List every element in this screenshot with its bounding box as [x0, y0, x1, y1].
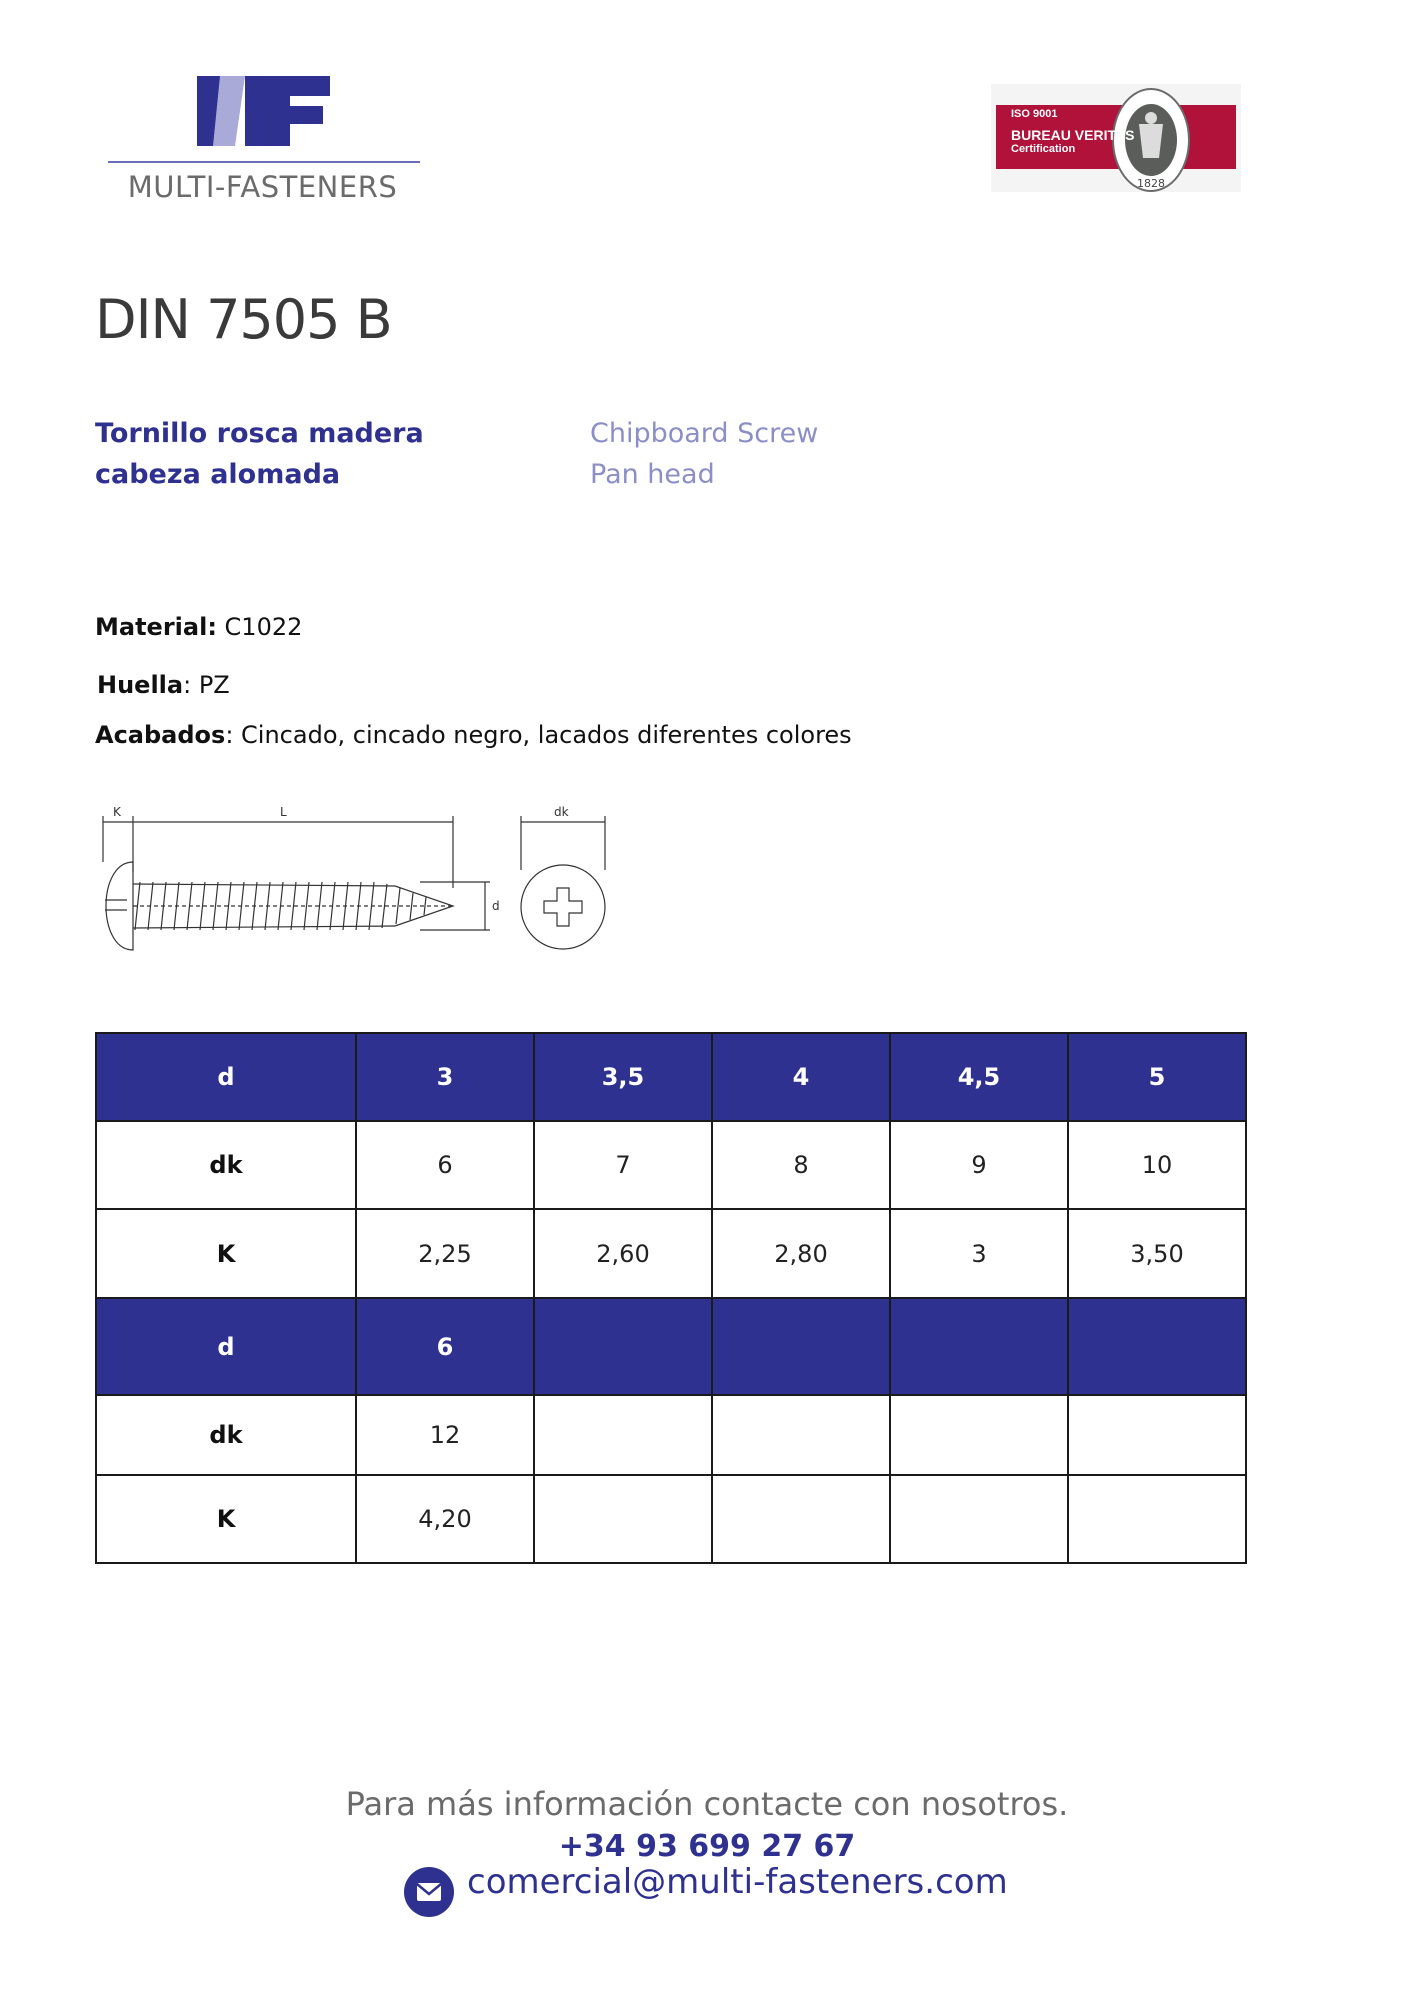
table-cell: d [96, 1033, 356, 1121]
subtitle-es-line-2: cabeza alomada [95, 459, 341, 490]
table-cell: 3 [356, 1033, 534, 1121]
contact-line: Para más información contacte con nosotros. [345, 1785, 1069, 1823]
table-cell: 7 [534, 1121, 712, 1209]
table-cell: 6 [356, 1121, 534, 1209]
table-cell: K [96, 1475, 356, 1563]
table-cell: 4 [712, 1033, 890, 1121]
table-cell [1068, 1298, 1246, 1395]
property-label: Acabados [95, 721, 226, 749]
property-value: : PZ [183, 671, 230, 699]
dimensions-table [95, 1032, 1247, 1564]
table-cell [890, 1475, 1068, 1563]
table-cell [712, 1475, 890, 1563]
table-cell: 3,50 [1068, 1209, 1246, 1298]
table-cell: dk [96, 1121, 356, 1209]
table-cell: 9 [890, 1121, 1068, 1209]
table-header-row [96, 1298, 1246, 1395]
table-cell: 2,60 [534, 1209, 712, 1298]
property-label: Material: [95, 613, 217, 641]
table-cell [890, 1298, 1068, 1395]
phone-number[interactable]: +34 93 699 27 67 [558, 1829, 856, 1864]
dim-d-label: d [492, 899, 500, 913]
cert-line-3: Certification [1011, 142, 1076, 155]
table-cell [534, 1395, 712, 1475]
email-link[interactable]: comercial@multi-fasteners.com [467, 1862, 1008, 1902]
property-material [95, 613, 302, 641]
dim-dk-label: dk [554, 805, 569, 819]
table-cell: 3,5 [534, 1033, 712, 1121]
table-cell: dk [96, 1395, 356, 1475]
table-cell: 6 [356, 1298, 534, 1395]
mail-icon [403, 1866, 455, 1918]
table-cell: 5 [1068, 1033, 1246, 1121]
table-cell [1068, 1475, 1246, 1563]
property-value: : Cincado, cincado negro, lacados diferentes colores [225, 721, 852, 749]
property-label: Huella [97, 671, 184, 699]
property-acabados [95, 721, 852, 749]
cert-line-2: BUREAU VERITAS [1011, 126, 1135, 143]
subtitle-en-line-1: Chipboard Screw [590, 418, 819, 449]
page-title: DIN 7505 B [95, 288, 392, 351]
cert-line-1: ISO 9001 [1011, 108, 1058, 120]
property-huella [97, 671, 230, 699]
table-cell [534, 1298, 712, 1395]
table-cell: d [96, 1298, 356, 1395]
table-cell: 4,5 [890, 1033, 1068, 1121]
dim-k-label: K [113, 805, 121, 819]
table-header-row [96, 1033, 1246, 1121]
table-cell: K [96, 1209, 356, 1298]
property-value: C1022 [216, 613, 303, 641]
logo-text: MULTI-FASTENERS [127, 170, 398, 204]
subtitle-es-line-1: Tornillo rosca madera [95, 418, 424, 449]
svg-text:1828: 1828 [1137, 177, 1165, 190]
table-row [96, 1395, 1246, 1475]
table-cell: 3 [890, 1209, 1068, 1298]
table-cell: 12 [356, 1395, 534, 1475]
table-cell [1068, 1395, 1246, 1475]
table-cell [534, 1475, 712, 1563]
table-row [96, 1209, 1246, 1298]
screw-technical-drawing [95, 800, 625, 965]
table-row [96, 1121, 1246, 1209]
table-cell [712, 1298, 890, 1395]
table-cell: 2,25 [356, 1209, 534, 1298]
cert-label [1011, 108, 1134, 155]
table-cell: 10 [1068, 1121, 1246, 1209]
subtitle-en-line-2: Pan head [590, 459, 715, 490]
table-cell: 8 [712, 1121, 890, 1209]
table-row [96, 1475, 1246, 1563]
table-cell [712, 1395, 890, 1475]
table-cell [890, 1395, 1068, 1475]
table-cell: 4,20 [356, 1475, 534, 1563]
dim-l-label: L [280, 805, 287, 819]
table-cell: 2,80 [712, 1209, 890, 1298]
